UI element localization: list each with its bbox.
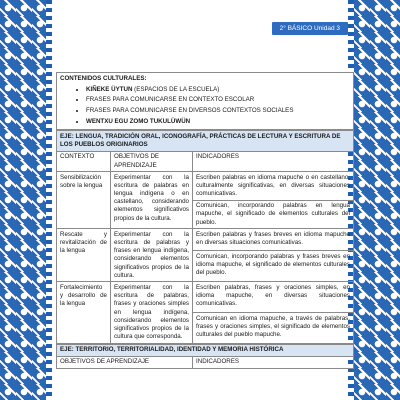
decorative-stripe-left xyxy=(46,0,52,400)
objective-cell: Experimentar con la escritura de palabras y frases en lengua indígena, considerando elementos significativos propios de la cultura. xyxy=(111,229,193,282)
decorative-border-left xyxy=(0,0,46,400)
column-header-context: CONTEXTO xyxy=(57,151,111,171)
column-header-indicators: INDICADORES xyxy=(193,151,354,171)
axis2-title: EJE: TERRITORIO, TERRITORIALIDAD, IDENTIDAD Y MEMORIA HISTÓRICA xyxy=(57,344,354,356)
axis2-table xyxy=(56,344,354,369)
axis1-title: EJE: LENGUA, TRADICIÓN ORAL, ICONOGRAFÍA, PRÁCTICAS DE LECTURA Y ESCRITURA DE LOS PUEBLOS ORIGINARIOS xyxy=(57,131,354,151)
cultural-contents-title: CONTENIDOS CULTURALES: xyxy=(60,74,147,82)
indicator-cell: Escriben palabras y frases breves en idioma mapuche en diversas situaciones comunicativas. xyxy=(193,229,354,251)
axis1-table xyxy=(56,130,354,343)
column-header-objectives: OBJETIVOS DE APRENDIZAJE xyxy=(111,151,193,171)
decorative-border-right xyxy=(354,0,400,400)
unit-label: 2° BÁSICO Unidad 3 xyxy=(272,22,348,35)
indicator-cell: Escriben palabras en idioma mapuche o en castellano, culturalmente significativas, en diversas situaciones comunicativas. xyxy=(193,172,354,201)
cultural-item: • FRASES PARA COMUNICARSE EN CONTEXTO ESCOLAR xyxy=(86,95,350,104)
objective-cell: Experimentar con la escritura de palabras, frases y oraciones simples en lengua indígena, considerando elementos significativos propios de la cultura que corresponda. xyxy=(111,282,193,343)
context-cell: Rescate y revitalización de la lengua xyxy=(57,229,111,282)
indicator-cell: Escriben palabras, frases y oraciones simples, en idioma mapuche, en diversas situaciones comunicativas. xyxy=(193,282,354,313)
indicator-cell: Comunican, incorporando palabras y frases breves en idioma mapuche, el significado de elementos culturales del pueblo. xyxy=(193,251,354,282)
context-cell: Sensibilización sobre la lengua xyxy=(57,172,111,229)
objective-cell: Experimentar con la escritura de palabras en lengua indígena o en castellano, considerando elementos significativos propios de la cultura. xyxy=(111,172,193,229)
cultural-contents-list xyxy=(60,85,350,126)
cultural-item: • KIÑEKE ÜYTUN (ESPACIOS DE LA ESCUELA) xyxy=(86,85,350,94)
indicator-cell: Comunican en idioma mapuche, a través de palabras, frases y oraciones simples, el significado de elementos culturales del pueblo mapuche. xyxy=(193,313,354,344)
indicator-cell: Comunican, incorporando palabras en lengua mapuche, el significado de elementos culturales del pueblo. xyxy=(193,200,354,229)
axis2-column-objectives: OBJETIVOS DE APRENDIZAJE xyxy=(57,356,193,368)
context-cell: Fortalecimiento y desarrollo de la lengua xyxy=(57,282,111,343)
cultural-item: • WENTXU EGU ZOMO TUKULÜWÜN xyxy=(86,117,350,126)
curriculum-document xyxy=(56,72,354,369)
cultural-contents-cell xyxy=(57,73,354,130)
cultural-contents-table xyxy=(56,72,354,130)
cultural-item: • FRASES PARA COMUNICARSE EN DIVERSOS CONTEXTOS SOCIALES xyxy=(86,106,350,115)
axis2-column-indicators: INDICADORES xyxy=(193,356,354,368)
